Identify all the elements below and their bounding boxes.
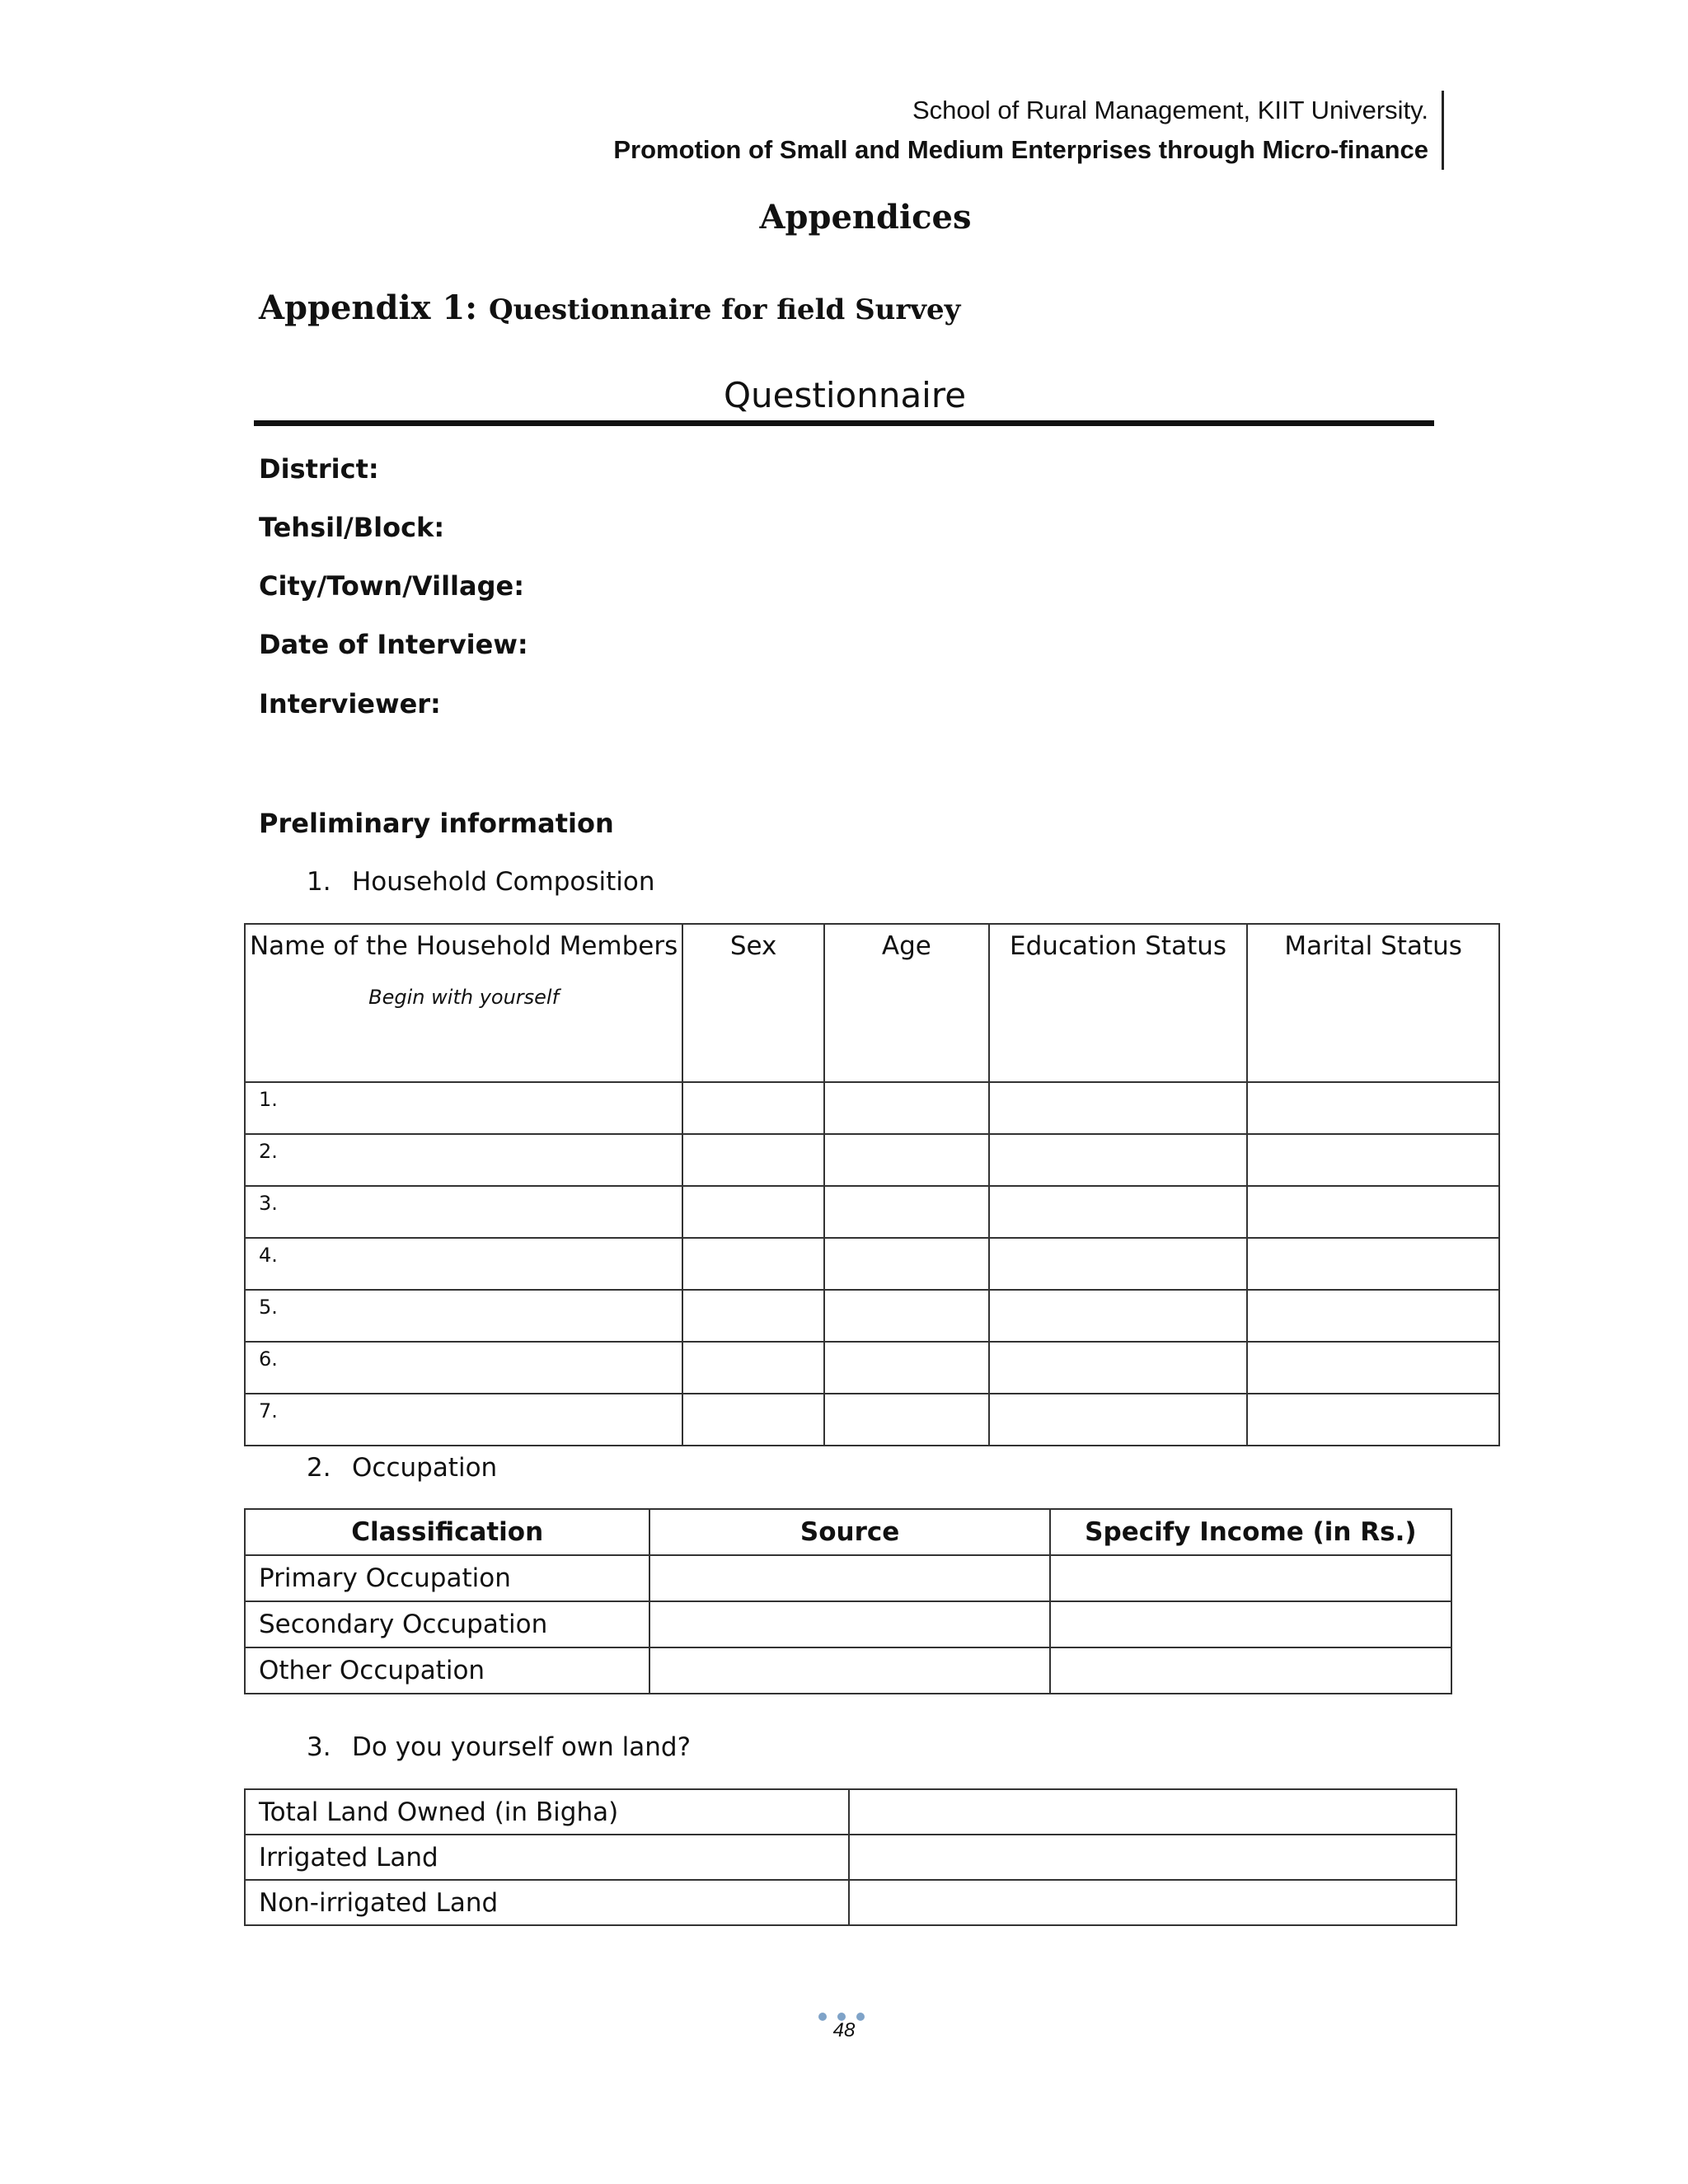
row-number: 5. — [245, 1290, 682, 1342]
cell-age[interactable] — [824, 1238, 989, 1290]
cell-marital[interactable] — [1247, 1238, 1499, 1290]
question-3-text: Do you yourself own land? — [352, 1732, 692, 1762]
occupation-label: Primary Occupation — [245, 1555, 649, 1601]
cell-marital[interactable] — [1247, 1082, 1499, 1134]
cell-source[interactable] — [649, 1555, 1049, 1601]
question-2-text: Occupation — [352, 1453, 498, 1483]
table-row — [245, 1134, 1499, 1186]
header-age: Age — [824, 924, 989, 1082]
cell-sex[interactable] — [682, 1238, 824, 1290]
header-marital-status: Marital Status — [1247, 924, 1499, 1082]
cell-education[interactable] — [989, 1186, 1248, 1238]
cell-marital[interactable] — [1247, 1342, 1499, 1394]
land-ownership-table — [244, 1788, 1457, 1926]
question-3-number: 3. — [307, 1732, 331, 1762]
table-header-row — [245, 1509, 1451, 1555]
cell-age[interactable] — [824, 1186, 989, 1238]
page-header — [613, 91, 1444, 170]
question-1-number: 1. — [307, 867, 331, 897]
table-row — [245, 1394, 1499, 1446]
cell-source[interactable] — [649, 1601, 1049, 1647]
row-number: 1. — [245, 1082, 682, 1134]
cell-land-value[interactable] — [849, 1880, 1456, 1925]
land-label: Total Land Owned (in Bigha) — [245, 1789, 849, 1835]
header-sex: Sex — [682, 924, 824, 1082]
cell-education[interactable] — [989, 1238, 1248, 1290]
preliminary-info-title: Preliminary information — [259, 808, 614, 839]
row-number: 6. — [245, 1342, 682, 1394]
cell-education[interactable] — [989, 1290, 1248, 1342]
cell-age[interactable] — [824, 1290, 989, 1342]
table-row — [245, 1647, 1451, 1694]
header-education-status: Education Status — [989, 924, 1248, 1082]
appendix-title — [259, 288, 960, 327]
table-header-row — [245, 924, 1499, 1082]
header-name-label: Name of the Household Members — [249, 931, 678, 961]
table-row — [245, 1186, 1499, 1238]
question-3 — [307, 1732, 691, 1762]
field-district: District: — [259, 453, 379, 485]
field-city-town-village: City/Town/Village: — [259, 570, 524, 602]
cell-education[interactable] — [989, 1342, 1248, 1394]
table-row — [245, 1238, 1499, 1290]
occupation-label: Other Occupation — [245, 1647, 649, 1694]
header-institution: School of Rural Management, KIIT University. — [912, 96, 1428, 124]
row-number: 2. — [245, 1134, 682, 1186]
cell-source[interactable] — [649, 1647, 1049, 1694]
row-number: 3. — [245, 1186, 682, 1238]
table-row — [245, 1789, 1456, 1835]
header-source: Source — [649, 1509, 1049, 1555]
cell-sex[interactable] — [682, 1186, 824, 1238]
occupation-table — [244, 1508, 1452, 1694]
header-project-title: Promotion of Small and Medium Enterprises through Micro-finance — [613, 135, 1428, 164]
header-income: Specify Income (in Rs.) — [1050, 1509, 1451, 1555]
cell-education[interactable] — [989, 1394, 1248, 1446]
appendix-label: Appendix 1: — [259, 288, 478, 327]
field-interviewer: Interviewer: — [259, 688, 441, 719]
table-row — [245, 1082, 1499, 1134]
cell-age[interactable] — [824, 1082, 989, 1134]
cell-marital[interactable] — [1247, 1290, 1499, 1342]
section-heading: Appendices — [759, 198, 972, 237]
cell-age[interactable] — [824, 1394, 989, 1446]
cell-education[interactable] — [989, 1134, 1248, 1186]
cell-sex[interactable] — [682, 1082, 824, 1134]
table-row — [245, 1342, 1499, 1394]
appendix-subtitle: Questionnaire for field Survey — [488, 293, 961, 326]
table-row — [245, 1290, 1499, 1342]
cell-marital[interactable] — [1247, 1394, 1499, 1446]
cell-sex[interactable] — [682, 1134, 824, 1186]
table-row — [245, 1601, 1451, 1647]
cell-income[interactable] — [1050, 1555, 1451, 1601]
page-number: 48 — [832, 2019, 856, 2041]
cell-age[interactable] — [824, 1134, 989, 1186]
cell-land-value[interactable] — [849, 1835, 1456, 1880]
table-row — [245, 1835, 1456, 1880]
questionnaire-title: Questionnaire — [723, 375, 967, 415]
question-2-number: 2. — [307, 1453, 331, 1483]
table-row — [245, 1880, 1456, 1925]
header-name-hint: Begin with yourself — [368, 986, 560, 1009]
title-divider — [254, 420, 1434, 426]
header-name-column — [245, 924, 682, 1082]
cell-marital[interactable] — [1247, 1186, 1499, 1238]
cell-age[interactable] — [824, 1342, 989, 1394]
question-1 — [307, 867, 655, 897]
question-2 — [307, 1453, 497, 1483]
field-date-of-interview: Date of Interview: — [259, 629, 528, 660]
cell-income[interactable] — [1050, 1601, 1451, 1647]
row-number: 7. — [245, 1394, 682, 1446]
cell-sex[interactable] — [682, 1394, 824, 1446]
cell-land-value[interactable] — [849, 1789, 1456, 1835]
land-label: Non-irrigated Land — [245, 1880, 849, 1925]
cell-income[interactable] — [1050, 1647, 1451, 1694]
occupation-label: Secondary Occupation — [245, 1601, 649, 1647]
field-tehsil-block: Tehsil/Block: — [259, 512, 445, 543]
cell-sex[interactable] — [682, 1342, 824, 1394]
cell-sex[interactable] — [682, 1290, 824, 1342]
table-row — [245, 1555, 1451, 1601]
question-1-text: Household Composition — [352, 867, 655, 897]
row-number: 4. — [245, 1238, 682, 1290]
land-label: Irrigated Land — [245, 1835, 849, 1880]
cell-education[interactable] — [989, 1082, 1248, 1134]
header-classification: Classification — [245, 1509, 649, 1555]
household-composition-table — [244, 923, 1500, 1446]
cell-marital[interactable] — [1247, 1134, 1499, 1186]
